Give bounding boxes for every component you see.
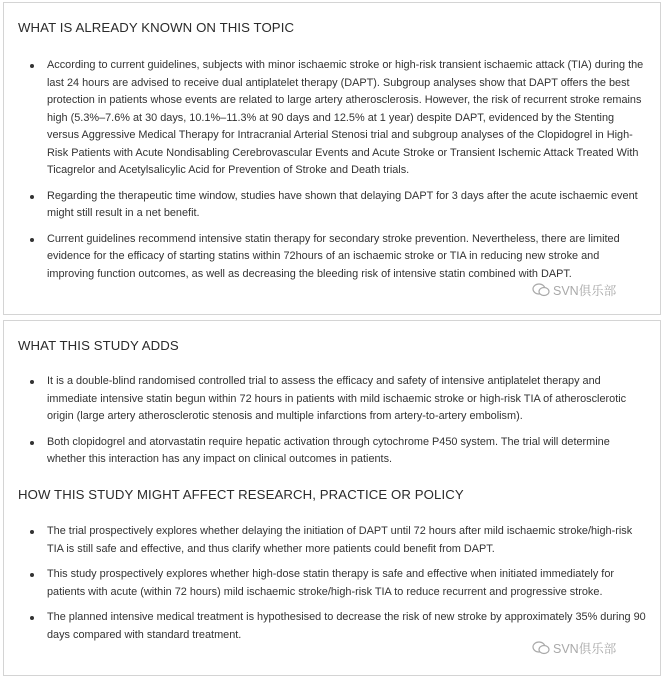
list-item: Both clopidogrel and atorvastatin require hepatic activation through cytochrome P450 system. The trial will determine whether this interaction has any impact on clinical outcomes in patients. [28, 434, 648, 469]
affect-list [28, 523, 648, 652]
adds-list [28, 373, 648, 477]
known-section [3, 2, 661, 315]
watermark [532, 639, 616, 657]
wechat-icon [532, 283, 550, 297]
list-item: Current guidelines recommend intensive statin therapy for secondary stroke prevention. Nevertheless, there are limited evidence for the efficacy of starting statins within 72hours of an ischaemic stroke or TIA in reducing new stroke and improving function outcomes, as well as decreasing the bleeding risk of intensive statin combined with DAPT. [28, 231, 648, 284]
known-list [28, 57, 648, 291]
list-item: The trial prospectively explores whether delaying the initiation of DAPT until 72 hours after mild ischaemic stroke/high-risk TIA is still safe and effective, and thus clarify whether more patients could benefit from DAPT. [28, 523, 648, 558]
watermark-text: SVN俱乐部 [553, 284, 617, 298]
adds-heading: WHAT THIS STUDY ADDS [18, 338, 179, 353]
known-heading: WHAT IS ALREADY KNOWN ON THIS TOPIC [18, 20, 295, 35]
list-item: Regarding the therapeutic time window, studies have shown that delaying DAPT for 3 days after the acute ischaemic event might still result in a net benefit. [28, 188, 648, 223]
list-item: This study prospectively explores whether high-dose statin therapy is safe and effective when initiated immediately for patients with acute (within 72 hours) mild ischaemic stroke/high-risk TIA to reduce recurrent and progressive stroke. [28, 566, 648, 601]
watermark-text: SVN俱乐部 [553, 642, 617, 656]
wechat-icon [532, 641, 550, 655]
list-item: According to current guidelines, subjects with minor ischaemic stroke or high-risk transient ischaemic attack (TIA) during the last 24 hours are advised to receive dual antiplatelet therapy (DAPT). Subgroup analyses show that DAPT offers the best protection in patients whose events are related to large artery atherosclerosis. However, the risk of recurrent stroke remains high (5.3%–7.6% at 30 days, 10.1%–11.3% at 90 days and 12.5% at 1 year) despite DAPT, evidenced by the Stenting versus Aggressive Medical Therapy for Intracranial Arterial Stenosi trial and subgroup analyses of the Clopidogrel in High-Risk Patients with Acute Nondisabling Cerebrovascular Events and Acute Stroke or Transient Ischemic Attack Treated With Ticagrelor and Acetylsalicylic Acid for Prevention of Stroke and Death trials. [28, 57, 648, 180]
study-section [3, 320, 661, 676]
watermark [532, 281, 616, 299]
list-item: It is a double-blind randomised controlled trial to assess the efficacy and safety of intensive antiplatelet therapy and immediate intensive statin begun within 72 hours in patients with mild ischaemic stroke or high-risk TIA of atherosclerotic origin (large artery atherosclerotic stenosis and multiple infarctions from artery-to-artery embolism). [28, 373, 648, 426]
affect-heading: HOW THIS STUDY MIGHT AFFECT RESEARCH, PRACTICE OR POLICY [18, 487, 464, 502]
list-item: The planned intensive medical treatment is hypothesised to decrease the risk of new stroke by approximately 35% during 90 days compared with standard treatment. [28, 609, 648, 644]
